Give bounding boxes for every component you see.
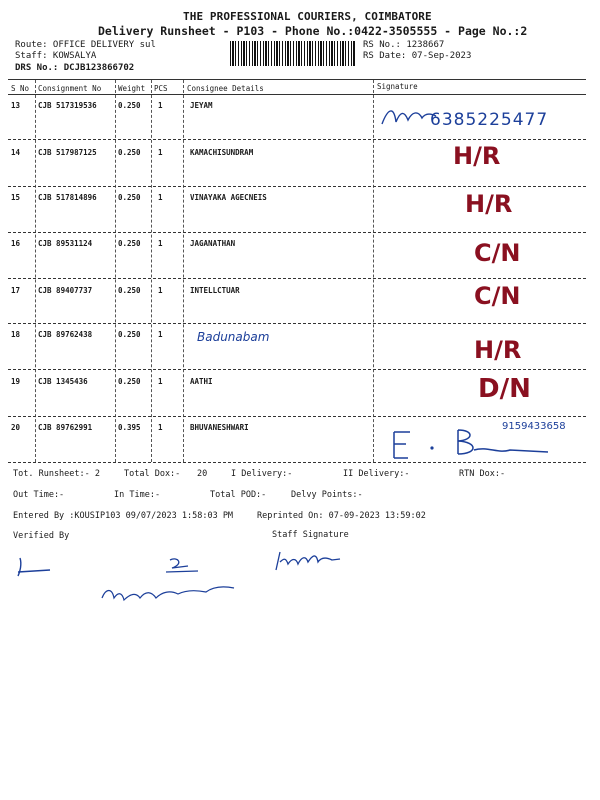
row-consignee: BHUVANESHWARI xyxy=(190,423,249,432)
row-separator xyxy=(8,278,586,279)
row-consignment: CJB 89762991 xyxy=(38,423,93,432)
barcode-graphic xyxy=(230,41,355,66)
runsheet-title: Delivery Runsheet - P103 - Phone No.:0422-3505555 - Page No.:2 xyxy=(98,24,528,38)
tot-runsheet: Tot. Runsheet:- 2 xyxy=(13,469,100,479)
route-label: Route: OFFICE DELIVERY sul xyxy=(15,40,156,50)
col-divider xyxy=(35,80,36,462)
row-pcs: 1 xyxy=(158,193,163,202)
row-sno: 13 xyxy=(11,101,21,110)
col-divider xyxy=(373,80,374,462)
company-name: THE PROFESSIONAL COURIERS, COIMBATORE xyxy=(183,10,432,23)
row-sno: 20 xyxy=(11,423,21,432)
row-consignee: JEYAM xyxy=(190,101,213,110)
row-pcs: 1 xyxy=(158,377,163,386)
row-consignee: INTELLCTUAR xyxy=(190,286,240,295)
status-mark-15: H/R xyxy=(465,190,513,218)
row-pcs: 1 xyxy=(158,286,163,295)
row-weight: 0.395 xyxy=(118,423,141,432)
col-divider xyxy=(151,80,152,462)
status-mark-14: H/R xyxy=(453,142,501,170)
col-sno: S No xyxy=(11,84,30,93)
row-weight: 0.250 xyxy=(118,193,141,202)
staff-label: Staff: KOWSALYA xyxy=(15,51,97,61)
row-sno: 16 xyxy=(11,239,21,248)
row-weight: 0.250 xyxy=(118,377,141,386)
col-divider xyxy=(115,80,116,462)
rs-date: RS Date: 07-Sep-2023 xyxy=(363,51,472,61)
in-time: In Time:- xyxy=(114,490,161,500)
row-pcs: 1 xyxy=(158,101,163,110)
signature-phone-20: 9159433658 xyxy=(502,421,566,432)
status-mark-17: C/N xyxy=(474,282,521,310)
handwritten-consignee-18: Badunabam xyxy=(197,330,270,344)
row-consignee: VINAYAKA AGECNEIS xyxy=(190,193,267,202)
row-separator xyxy=(8,139,586,140)
row-consignment: CJB 517319536 xyxy=(38,101,97,110)
staff-signature-label: Staff Signature xyxy=(272,530,349,540)
row-consignment: CJB 89762438 xyxy=(38,330,93,339)
row-weight: 0.250 xyxy=(118,239,141,248)
staff-signature xyxy=(272,546,344,574)
row-consignee: AATHI xyxy=(190,377,213,386)
row-pcs: 1 xyxy=(158,239,163,248)
row-pcs: 1 xyxy=(158,423,163,432)
drs-number: DRS No.: DCJB123866702 xyxy=(15,63,135,73)
row-weight: 0.250 xyxy=(118,148,141,157)
row-weight: 0.250 xyxy=(118,101,141,110)
col-signature: Signature xyxy=(377,82,418,91)
col-pcs: PCS xyxy=(154,84,168,93)
signature-scribble-13 xyxy=(378,102,438,130)
total-dox-value: 20 xyxy=(197,469,208,479)
row-sno: 19 xyxy=(11,377,21,386)
out-time: Out Time:- xyxy=(13,490,65,500)
table-top-rule xyxy=(8,79,586,80)
status-mark-18: H/R xyxy=(474,336,522,364)
row-sno: 18 xyxy=(11,330,21,339)
rtn-dox: RTN Dox:- xyxy=(459,469,506,479)
total-dox-label: Total Dox:- xyxy=(124,469,181,479)
row-separator xyxy=(8,369,586,370)
delvy-points: Delvy Points:- xyxy=(291,490,363,500)
row-separator xyxy=(8,232,586,233)
row-consignee: JAGANATHAN xyxy=(190,239,236,248)
row-consignee: KAMACHISUNDRAM xyxy=(190,148,254,157)
col-consignment: Consignment No xyxy=(38,84,102,93)
entered-by: Entered By :KOUSIP103 09/07/2023 1:58:03 PM xyxy=(13,511,234,521)
col-consignee: Consignee Details xyxy=(187,84,264,93)
row-consignment: CJB 517814896 xyxy=(38,193,97,202)
verified-by: Verified By xyxy=(13,531,70,541)
row-separator xyxy=(8,323,586,324)
row-consignment: CJB 89407737 xyxy=(38,286,93,295)
reprinted-on: Reprinted On: 07-09-2023 13:59:02 xyxy=(257,511,426,521)
i-delivery: I Delivery:- xyxy=(231,469,293,479)
signature-phone-13: 6385225477 xyxy=(430,110,549,130)
row-consignment: CJB 89531124 xyxy=(38,239,93,248)
table-header-rule xyxy=(8,94,586,95)
total-pod: Total POD:- xyxy=(210,490,267,500)
status-mark-16: C/N xyxy=(474,239,521,267)
row-pcs: 1 xyxy=(158,330,163,339)
row-separator xyxy=(8,186,586,187)
row-consignment: CJB 1345436 xyxy=(38,377,88,386)
col-weight: Weight xyxy=(118,84,146,93)
row-sno: 14 xyxy=(11,148,21,157)
table-bottom-rule xyxy=(8,462,586,463)
ii-delivery: II Delivery:- xyxy=(343,469,410,479)
row-weight: 0.250 xyxy=(118,286,141,295)
row-consignment: CJB 517987125 xyxy=(38,148,97,157)
row-pcs: 1 xyxy=(158,148,163,157)
verifier-signature xyxy=(10,550,250,612)
row-sno: 15 xyxy=(11,193,21,202)
status-mark-19: D/N xyxy=(478,374,531,404)
row-weight: 0.250 xyxy=(118,330,141,339)
row-separator xyxy=(8,416,586,417)
col-divider xyxy=(183,80,184,462)
rs-number: RS No.: 1238667 xyxy=(363,40,445,50)
row-sno: 17 xyxy=(11,286,21,295)
